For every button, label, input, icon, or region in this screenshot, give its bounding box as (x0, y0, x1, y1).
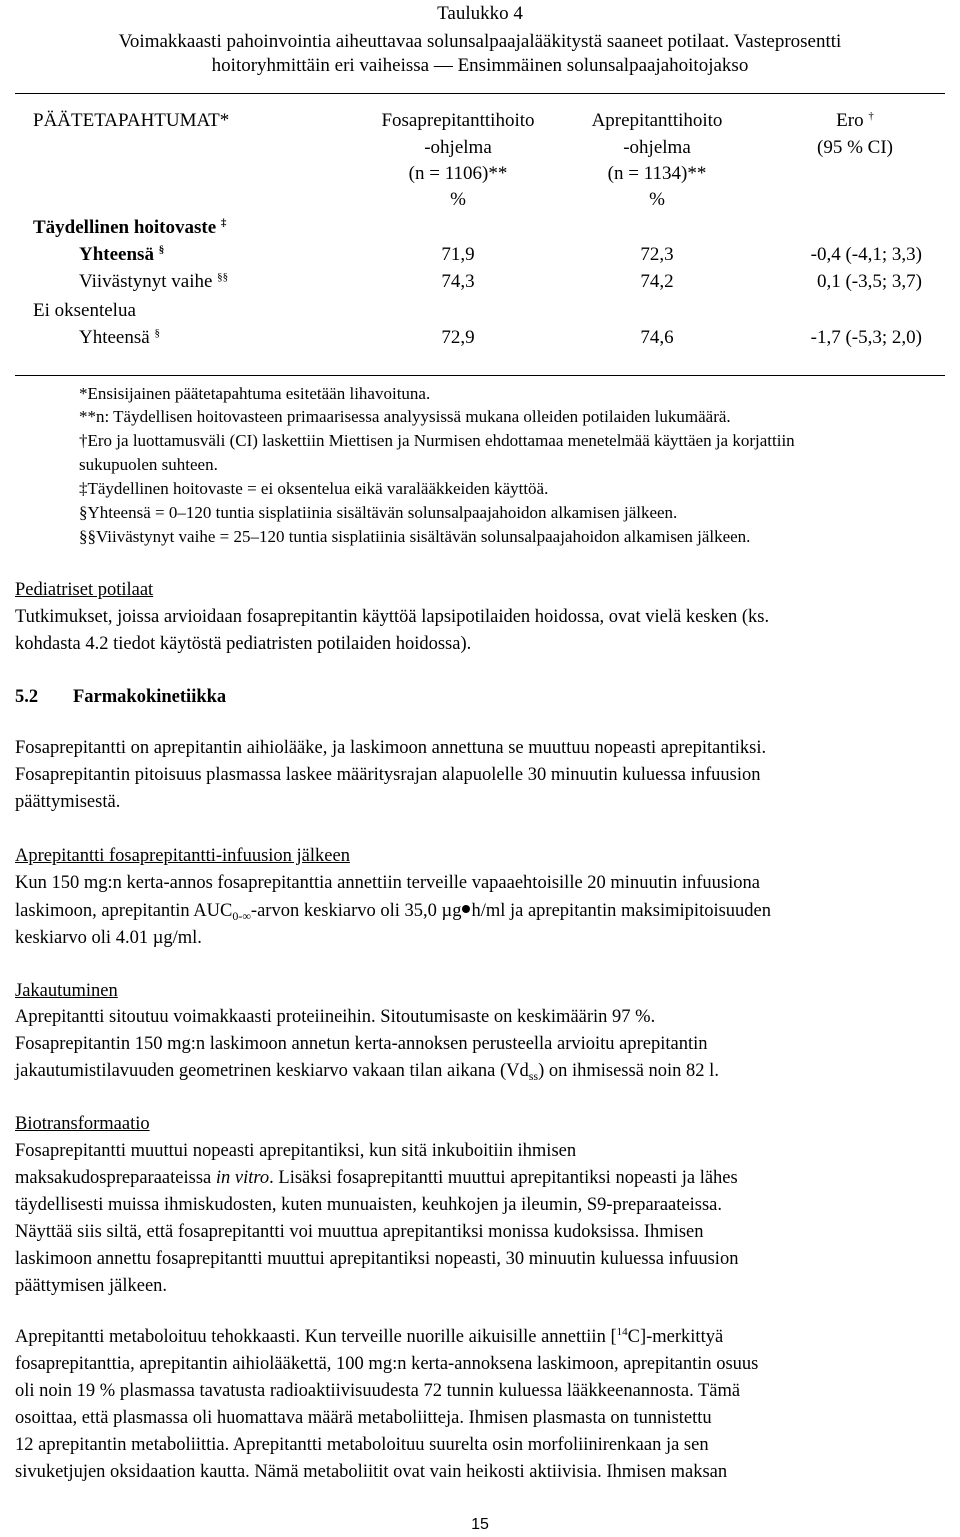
section-title-complete-response: Täydellinen hoitovaste ‡ (33, 217, 227, 238)
page-number: 15 (471, 1516, 489, 1533)
table-caption-line: Voimakkaasti pahoinvointia aiheuttavaa solunsalpaajalääkitystä saaneet potilaat. Vasteprosentti (118, 31, 842, 52)
header-fosaprepitant: -ohjelma (424, 137, 492, 158)
header-aprepitant: -ohjelma (623, 137, 691, 158)
footnote: **n: Täydellisen hoitovasteen primaarisessa analyysissä mukana olleiden potilaiden lukumäärä. (79, 407, 731, 426)
body-line: Fosaprepitantti on aprepitantin aihiolääke, ja laskimoon annettuna se muuttuu nopeasti aprepitantiksi. (15, 738, 767, 758)
heading-biotransformation: Biotransformaatio (15, 1114, 150, 1134)
heading-infusion: Aprepitantti fosaprepitantti-infuusion jälkeen (15, 846, 350, 866)
cell-diff-total-cr: -0,4 (-4,1; 3,3) (810, 244, 922, 265)
body-line: laskimoon annettu fosaprepitantti muuttui aprepitantiksi nopeasti, 30 minuutin kuluessa infuusion (15, 1249, 739, 1269)
body-line: oli noin 19 % plasmassa tavatusta radioaktiivisuudesta 72 tunnin kuluessa lääkkeenannosta. Tämä (15, 1381, 741, 1401)
header-fosaprepitant: Fosaprepitanttihoito (381, 110, 535, 131)
cell-fos-delayed-cr: 74,3 (441, 271, 475, 292)
double-dagger-mark: ‡ (220, 217, 227, 229)
body-line-auc: laskimoon, aprepitantin $AUC_{0-\infty}$-arvon keskiarvo oli 35,0 µg h/ml ja aprepitantin maksimipitoisuuden (15, 901, 772, 923)
footnote: ‡Täydellinen hoitovaste = ei oksentelua eikä varalääkkeiden käyttöä. (79, 479, 549, 498)
table-caption-line: hoitoryhmittäin eri vaiheissa — Ensimmäinen solunsalpaajahoitojakso (211, 55, 749, 76)
header-aprepitant-n: (n = 1134)** (607, 163, 707, 184)
cell-fos-total-cr: 71,9 (441, 244, 475, 265)
header-difference: Ero † (836, 110, 874, 131)
body-line: fosaprepitanttia, aprepitantin aihiolääkettä, 100 mg:n kerta-annoksena laskimoon, aprepitantin osuus (15, 1354, 759, 1374)
body-line: Aprepitantti sitoutuu voimakkaasti proteiineihin. Sitoutumisaste on keskimäärin 97 %. (15, 1007, 656, 1027)
heading-pediatric: Pediatriset potilaat (15, 580, 154, 600)
body-line: täydellisesti muissa ihmiskudosten, kuten munuaisten, keuhkojen ja ileumin, S9-preparaateissa. (15, 1195, 722, 1215)
footnote: §§Viivästynyt vaihe = 25–120 tuntia sisplatiinia sisältävän solunsalpaajahoidon alkamisen jälkeen. (79, 527, 751, 546)
cell-apr-total-nv: 74,6 (640, 327, 674, 348)
body-line: Näyttää siis siltä, että fosaprepitantti voi muuttua aprepitantiksi monissa kudoksissa. Ihmisen (15, 1222, 704, 1242)
table-top-rule (15, 93, 945, 94)
dagger-mark: † (868, 110, 874, 122)
header-endpoints: PÄÄTETAPAHTUMAT* (33, 110, 230, 131)
table-bottom-rule (15, 375, 945, 376)
footnote: †Ero ja luottamusväli (CI) laskettiin Miettisen ja Nurmisen ehdottamaa menetelmää käyttäen ja korjattiin (79, 431, 795, 450)
body-line-vd: jakautumistilavuuden geometrinen keskiarvo vakaan tilan aikana $(Vd_{ss})$ on ihmisessä noin 82 l. (15, 1061, 719, 1083)
body-line: päättymisen jälkeen. (15, 1276, 168, 1296)
footnote: sukupuolen suhteen. (79, 455, 218, 474)
header-ci: (95 % CI) (817, 137, 893, 158)
body-line: Fosaprepitantti muuttui nopeasti aprepitantiksi, kun sitä inkuboitiin ihmisen (15, 1141, 577, 1161)
cell-fos-total-nv: 72,9 (441, 327, 475, 348)
body-line: kohdasta 4.2 tiedot käytöstä pediatristen potilaiden hoidossa). (15, 634, 472, 654)
footnote: *Ensisijainen päätetapahtuma esitetään lihavoituna. (79, 384, 431, 403)
row-label-total: Yhteensä § (79, 327, 160, 348)
bullet-dot-icon (462, 905, 470, 913)
body-line: Kun 150 mg:n kerta-annos fosaprepitanttia annettiin terveille vapaaehtoisille 20 minuutin infuusiona (15, 873, 760, 893)
section-number: 5.2 (15, 687, 39, 707)
heading-distribution: Jakautuminen (15, 981, 118, 1001)
header-aprepitant: Aprepitanttihoito (591, 110, 723, 131)
body-line-isotope: Aprepitantti metaboloituu tehokkaasti. Kun terveille nuorille aikuisille annettiin [$^{14}$C]-merkittyä (15, 1326, 724, 1347)
cell-diff-total-nv: -1,7 (-5,3; 2,0) (810, 327, 922, 348)
cell-apr-delayed-cr: 74,2 (640, 271, 674, 292)
cell-apr-total-cr: 72,3 (640, 244, 674, 265)
cell-diff-delayed-cr: 0,1 (-3,5; 3,7) (816, 271, 922, 292)
body-line: osoittaa, että plasmassa oli huomattava määrä metaboliitteja. Ihmisen plasmasta on tunnistettu (15, 1408, 712, 1428)
header-aprepitant-unit: % (649, 189, 665, 210)
body-line: 12 aprepitantin metaboliittia. Aprepitantti metaboloituu suurelta osin morfoliinirenkaan ja sen (15, 1435, 709, 1455)
body-line-invitro: maksakudospreparaateissa in vitro. Lisäksi fosaprepitantti muuttui aprepitantiksi nopeasti ja lähes (15, 1168, 738, 1188)
header-fosaprepitant-n: (n = 1106)** (408, 163, 508, 184)
body-line: Fosaprepitantin pitoisuus plasmassa laskee määritysrajan alapuolelle 30 minuutin kuluessa infuusion (15, 765, 761, 785)
table-caption-title: Taulukko 4 (437, 3, 523, 24)
row-label-delayed: Viivästynyt vaihe §§ (79, 271, 229, 292)
section-title: Farmakokinetiikka (73, 687, 227, 707)
body-line: päättymisestä. (15, 792, 121, 812)
footnote: §Yhteensä = 0–120 tuntia sisplatiinia sisältävän solunsalpaajahoidon alkamisen jälkeen. (79, 503, 678, 522)
body-line: sivuketjujen oksidaation kautta. Nämä metaboliitit ovat vain heikosti aktiivisia. Ihmisen maksan (15, 1462, 728, 1482)
body-line: Fosaprepitantin 150 mg:n laskimoon annetun kerta-annoksen perusteella arvioitu aprepitantin (15, 1034, 708, 1054)
body-line: keskiarvo oli 4.01 µg/ml. (15, 928, 202, 948)
body-line: Tutkimukset, joissa arvioidaan fosaprepitantin käyttöä lapsipotilaiden hoidossa, ovat vielä kesken (ks. (15, 607, 770, 627)
header-fosaprepitant-unit: % (450, 189, 466, 210)
section-title-no-vomiting: Ei oksentelua (33, 300, 136, 321)
row-label-total: Yhteensä § (79, 244, 165, 265)
